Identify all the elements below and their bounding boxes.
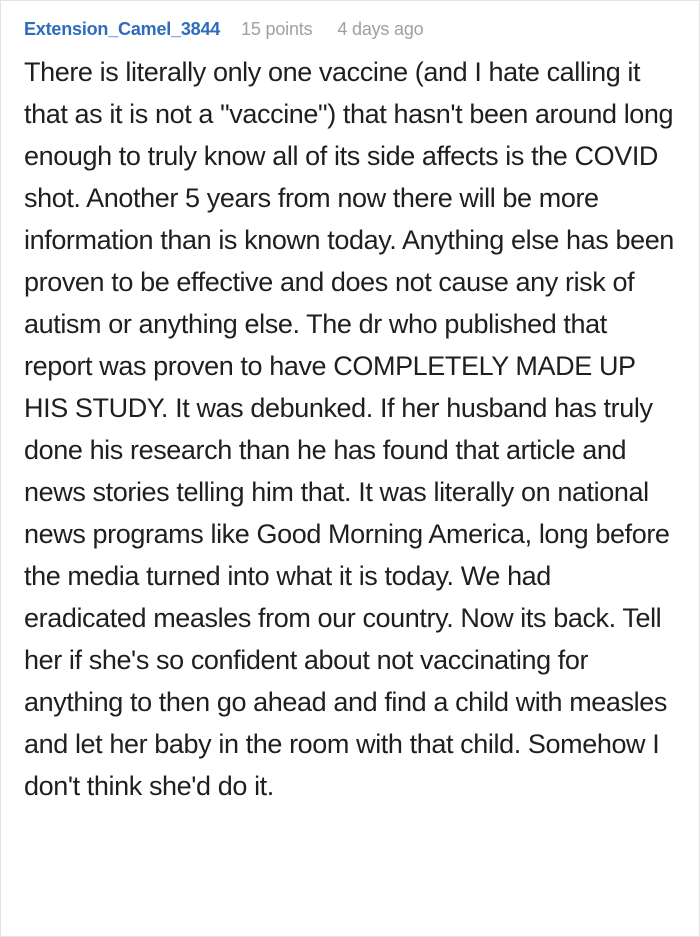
- comment-timestamp: 4 days ago: [337, 19, 424, 39]
- comment-body: There is literally only one vaccine (and I hate calling it that as it is not a "vaccine") that hasn't been around long enough to truly know all of its side affects is the COVID shot. Another 5 years from now there will be more information than is known today. Anything else has been proven to be effective and does not cause any risk of autism or anything else. The dr who published that report was proven to have COMPLETELY MADE UP HIS STUDY. It was debunked. If her husband has truly done his research than he has found that article and news stories telling him that. It was literally on national news programs like Good Morning America, long before the media turned into what it is today. We had eradicated measles from our country. Now its back. Tell her if she's so confident about not vaccinating for anything to then go ahead and find a child with measles and let her baby in the room with that child. Somehow I don't think she'd do it.: [24, 57, 674, 801]
- comment-points: 15 points: [241, 19, 313, 39]
- comment-username[interactable]: Extension_Camel_3844: [24, 19, 221, 39]
- comment-header: [24, 17, 675, 40]
